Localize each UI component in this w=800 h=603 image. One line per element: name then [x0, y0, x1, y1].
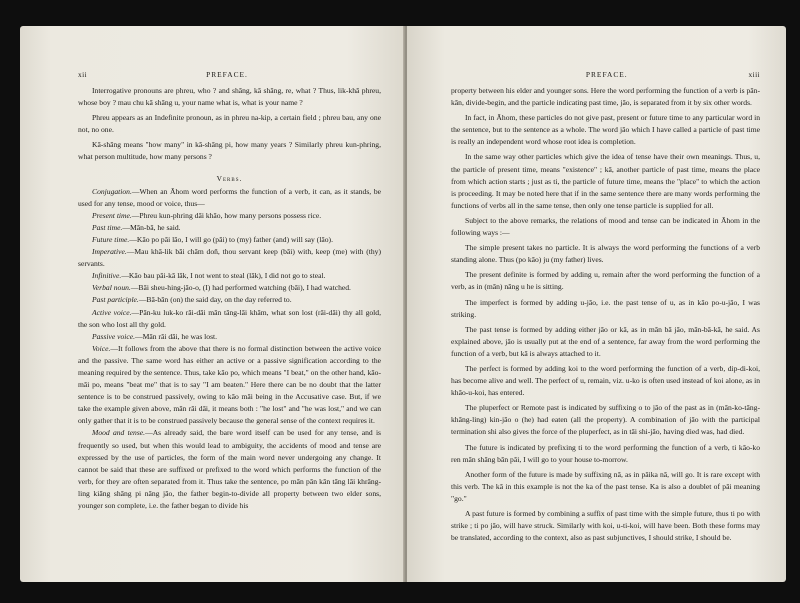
- verb-item-label: Past participle.: [92, 295, 139, 305]
- right-page-text: [451, 85, 760, 544]
- running-title: PREFACE.: [206, 70, 248, 79]
- verb-item-text: —Bāi sheu-hing-jāo-o, (I) had performed watching (bāi), I had watched.: [130, 283, 351, 293]
- section-heading: Verbs.: [216, 173, 243, 183]
- paragraph: Phreu appears as an Indefinite pronoun, as in phreu na-kip, a certain field ; phreu bau, any one not, no one.: [78, 113, 381, 135]
- paragraph: In the same way other particles which give the idea of tense have their own meanings. Thus, u, the particle of present time, means "existence" ; kā, another particle of past time, means the place from which action starts ; just as ti, the particle of future time, means the "place" to which the action is proceeding. It may be noted here that if in the same sentence there are many words performing the functions of verbs all in the same tense, then only one tense particle is supplied for all.: [451, 152, 760, 210]
- verb-item: [78, 331, 381, 343]
- page-number: xii: [78, 70, 88, 79]
- verb-item: [78, 246, 381, 270]
- verb-item: [78, 427, 381, 512]
- paragraph: The past tense is formed by adding either jāo or kā, as in mān bā jāo, mān-bā-kā, he said. As explained above, jāo is usually put at the end of a sentence, far away from the word performing the function of a verb, but kā is always attached to it.: [451, 324, 760, 358]
- verb-item-text: —Mān-bā, he said.: [122, 222, 181, 232]
- verb-item: [78, 307, 381, 331]
- paragraph: The perfect is formed by adding koi to the word performing the function of a verb, dip-di-koi, has become alive and well. The perfect of u, remain, viz. u-ko is often used instead of koi alone, as in khāo-u-koi, has entered.: [451, 363, 760, 398]
- verb-item: [78, 343, 381, 428]
- paragraph: Subject to the above remarks, the relations of mood and tense can be indicated in Āhom in the following ways :—: [451, 215, 760, 238]
- paragraph: Kā-shāng means "how many" in kā-shāng pi, how many years ? Similarly phreu kun-phring, what person multitude, how many persons ?: [78, 140, 381, 162]
- verb-item-label: Past time.: [92, 222, 123, 232]
- paragraph: property between his elder and younger sons. Here the word performing the function of a verb is pān-kān, divide-begin, and the particle indicating past time, jāo, is separated from it by six other words.: [451, 86, 760, 108]
- left-page-header: [78, 70, 381, 79]
- verb-item-label: Present time.: [92, 210, 132, 220]
- verb-item-label: Voice.: [92, 343, 111, 353]
- open-book: [20, 26, 786, 582]
- paragraph: Another form of the future is made by suffixing nā, as in pāika nā, will go. It is rare except with this verb. The kā in this example is not the ka of the past tense. Ka is also a doublet of pāi meaning "go.": [451, 469, 760, 503]
- verb-item-label: Active voice.: [92, 307, 132, 317]
- verb-item-label: Verbal noun.: [92, 283, 131, 293]
- verb-item-text: —Kāo bau pāi-kā lāk, I not went to steal (lāk), I did not go to steal.: [121, 271, 326, 281]
- verb-item: [78, 210, 381, 222]
- verb-item-text: —Mān rāi dāi, he was lost.: [135, 331, 218, 341]
- verb-item-label: Passive voice.: [92, 331, 136, 341]
- paragraph: The imperfect is formed by adding u-jāo, i.e. the past tense of u, as in kāo po-u-jāo, I was striking.: [451, 297, 760, 319]
- verb-item-text: —Phreu kun-phring dāi khāo, how many persons possess rice.: [131, 210, 322, 220]
- right-page: [407, 26, 786, 582]
- verb-item-text: —Bā-bān (on) the said day, on the day referred to.: [138, 295, 292, 305]
- verb-item-label: Future time.: [92, 234, 130, 244]
- verb-item: [78, 282, 381, 294]
- verb-item-text: —Kāo po pāi lāo, I will go (pāi) to (my) father (and) will say (lāo).: [129, 234, 333, 244]
- paragraph: A past future is formed by combining a suffix of past time with the simple future, thus ti po with strike ; ti po jāo, will have struck. Similarly with koi, u-ti-koi, will have been. Both these forms may be translated, according to the context, also as past subjunctives, I should strike, I should be.: [451, 509, 760, 543]
- left-page-text: [78, 85, 381, 512]
- paragraph: The simple present takes no particle. It is always the word performing the functions of a verb standing alone. Thus (po kāo) ju (my father) lives.: [451, 243, 760, 265]
- paragraph: The present definite is formed by adding u, remain after the word performing the function of a verb, as in (mān) nāng u he is sitting.: [451, 270, 760, 292]
- verb-item: [78, 294, 381, 306]
- paragraph: The pluperfect or Remote past is indicated by suffixing o to jāo of the past as in (mān-ko-tāng-khāng-ling) kin-jāo o (he) had eaten (all the property). A combination of jāo with the participal termination shi also gives the force of the pluperfect, as in tāi shi-jāo, having died was, had died.: [451, 403, 760, 437]
- verb-item-text: —Pān-ku luk-ko rāi-dāi mān tāng-lāi khām, what son lost (rāi-dāi) thy all gold, the son who lost all thy gold.: [78, 307, 381, 329]
- verb-item: [78, 186, 381, 210]
- verb-item: [78, 234, 381, 246]
- verb-item-label: Mood and tense.: [92, 428, 146, 438]
- paragraph: Interrogative pronouns are phreu, who ? and shāng, kā shāng, re, what ? Thus, lik-khā phreu, whose boy ? mau chu kā shāng u, your name what is, what is your name ?: [78, 86, 381, 108]
- verb-item-text: —It follows from the above that there is no formal distinction between the active voice and the passive. The same word has either an active or a passive signification according to the meaning required by the sentence. Thus, take kāo po, which means "I beat," on the other hand, kāo-māi po, means "beat me" that is to say "I am beaten." Here there can be no doubt that the latter sentence is to be construed passively, owing to kāo māi being in the Accusative case. But, if we take the example given above, mān rāi dāi, it means both : "he lost" and "he was lost," and we can only gather that it is to be construed passively because the general sense of the context requires it.: [78, 343, 381, 426]
- left-page: [20, 26, 405, 582]
- verb-item: [78, 270, 381, 282]
- page-number: xiii: [748, 70, 760, 79]
- verb-item-text: —Mau khā-lik bāi chām doñ, thou servant keep (bāi) with, keep (me) with (thy) servants.: [78, 247, 381, 269]
- verb-item-text: —As already said, the bare word itself can be used for any tense, and is frequently so used, but when this would lead to ambiguity, the accidents of mood and tense are expressed by the use of particles, the form of the main word never undergoing any change. It cannot be said that these are suffixed or prefixed to the word which performs the function of the verb, for they are often separated from it. Thus take the sentence, po mān pān kān tāng lāi khrāng-ling kiāng shāng pi nāng jāo, the father begin-to-divide all property between two elder sons, younger son complete, i.e. the father began to divide his: [78, 428, 382, 510]
- verb-item-text: —When an Āhom word performs the function of a verb, it can, as it stands, be used for any tense, mood or voice, thus—: [78, 186, 381, 208]
- paragraph: In fact, in Āhom, these particles do not give past, present or future time to any particular word in the sentence, but to the sentence as a whole. The word jāo which I have called a particle of past time is really an independent word whose root idea is completion.: [451, 113, 760, 147]
- paragraph: The future is indicated by prefixing ti to the word performing the function of a verb, ti kāo-ko ren mān shāng bān pāi, I will go to your house to-morrow.: [451, 442, 760, 464]
- verb-item-label: Conjugation.: [92, 186, 132, 196]
- verb-item-label: Imperative.: [92, 247, 127, 257]
- verb-item: [78, 222, 381, 234]
- right-page-header: [451, 70, 760, 79]
- verb-item-label: Infinitive.: [92, 271, 122, 281]
- running-title: PREFACE.: [585, 70, 628, 79]
